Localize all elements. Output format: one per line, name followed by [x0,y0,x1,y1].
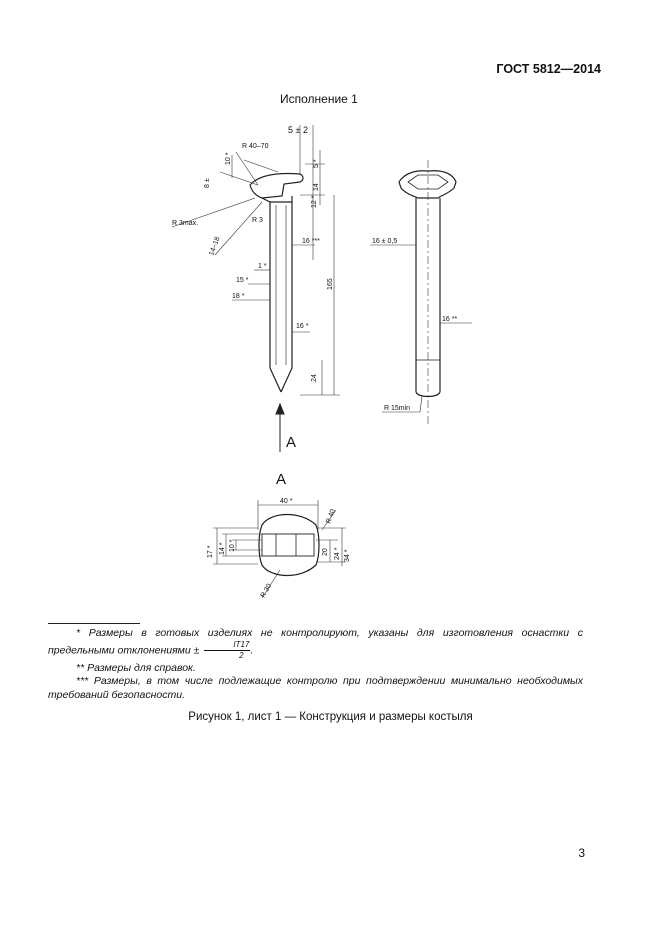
footnote-3: *** Размеры, в том числе подлежащие контролю при подтверждении минимально необходимых требований безопасности. [48,675,583,701]
fraction-numerator: IT17 [204,640,250,651]
dim-16-tol: 16 ± 0,5 [372,238,398,245]
view-a-title: А [276,471,287,488]
dim-r40-70: R 40–70 [242,143,269,150]
dim-12: 12 * [311,195,318,208]
spike-head-side [250,173,303,198]
dim-14: 14 [313,183,320,191]
dim-8: 8 ± [204,178,211,188]
dim-r40: R 40 [325,508,337,525]
dim-r15min: R 15min [384,405,411,412]
fraction-denominator: 2 [239,651,244,660]
page-number: 3 [578,846,585,860]
dim-40: 40 * [280,498,293,505]
dim-16-top: 16 *** [302,238,320,245]
dim-r30: R 30 [259,582,274,599]
dim-10: 10 * [225,152,232,165]
dim-20: 20 [322,548,329,556]
variant-title: Исполнение 1 [280,92,358,106]
dim-34: 34 * [344,549,351,562]
dim-15: 15 * [236,277,249,284]
dim-17: 17 * [207,545,214,558]
dim-24: 24 [311,374,318,382]
dim-5-right: 5 * [313,159,320,168]
dim-10-b: 10 * [229,539,236,552]
dim-r3max: R 3max. [172,220,199,227]
footnote-1-text: * Размеры в готовых изделиях не контролируют, указаны для изготовления оснастки с предельными отклонениями ± [48,627,583,657]
dim-18: 18 * [232,293,245,300]
figure-caption: Рисунок 1, лист 1 — Конструкция и размеры костыля [188,711,473,723]
footnote-1-fraction [204,640,250,661]
dim-24-b: 24 * [334,547,341,560]
dim-5: 5 ± 2 [288,125,308,135]
dim-1: 1 * [258,263,267,270]
view-a-head-outline [259,514,319,575]
standard-number: ГОСТ 5812—2014 [496,62,601,76]
dim-14-18: 14–18 [208,235,222,257]
footnote-1: * Размеры в готовых изделиях не контролируют, указаны для изготовления оснастки с предельными отклонениями ± $\frac{IT17}{2}$ . [48,627,583,660]
dim-16-ref: 16 ** [442,316,458,323]
footnote-2: ** Размеры для справок. [76,662,196,674]
dim-165: 165 [327,278,334,290]
dim-16-mid: 16 * [296,323,309,330]
view-arrow-label: А [286,434,297,451]
dim-r3: R 3 [252,217,263,224]
footnote-separator [48,623,140,624]
dim-14-b: 14 * [219,542,226,555]
